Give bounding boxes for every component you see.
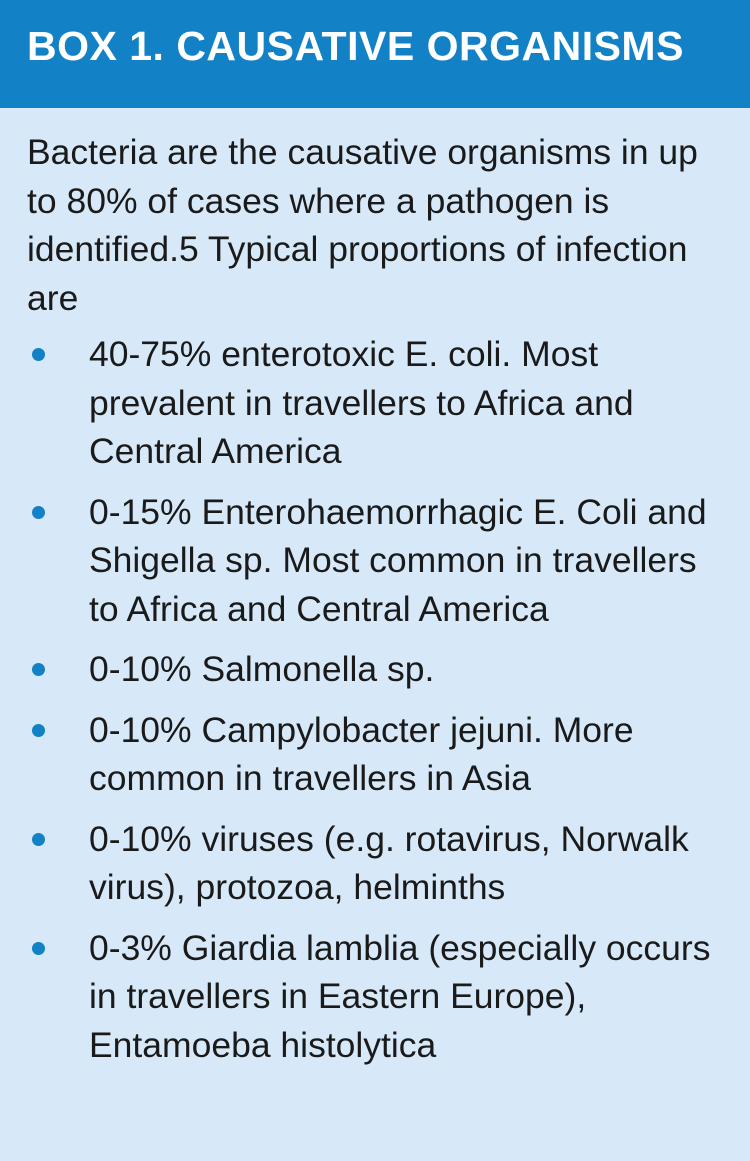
bullet-icon bbox=[32, 942, 45, 955]
list-item bbox=[27, 706, 726, 803]
list-item-text: 0-10% viruses (e.g. rotavirus, Norwalk virus), protozoa, helminths bbox=[89, 818, 689, 907]
list-item-text: 0-10% Salmonella sp. bbox=[89, 649, 435, 689]
list-item bbox=[27, 815, 726, 912]
box-title: BOX 1. CAUSATIVE ORGANISMS bbox=[27, 23, 684, 69]
bullet-icon bbox=[32, 348, 45, 361]
intro-paragraph: Bacteria are the causative organisms in up to 80% of cases where a pathogen is identified.5 Typical proportions of infection are bbox=[27, 132, 698, 318]
bullet-icon bbox=[32, 833, 45, 846]
bullet-icon bbox=[32, 663, 45, 676]
organism-list bbox=[27, 330, 726, 1069]
list-item bbox=[27, 924, 726, 1070]
bullet-icon bbox=[32, 506, 45, 519]
list-item bbox=[27, 645, 726, 694]
box-content bbox=[0, 108, 750, 1069]
list-item-text: 0-15% Enterohaemorrhagic E. Coli and Shigella sp. Most common in travellers to Africa and Central America bbox=[89, 491, 707, 629]
list-item bbox=[27, 488, 726, 634]
list-item-text: 0-3% Giardia lamblia (especially occurs in travellers in Eastern Europe), Entamoeba histolytica bbox=[89, 927, 711, 1065]
bullet-icon bbox=[32, 724, 45, 737]
list-item-text: 40-75% enterotoxic E. coli. Most prevalent in travellers to Africa and Central America bbox=[89, 334, 634, 471]
box-header bbox=[0, 0, 750, 108]
list-item-text: 0-10% Campylobacter jejuni. More common in travellers in Asia bbox=[89, 709, 634, 798]
list-item bbox=[27, 330, 726, 476]
